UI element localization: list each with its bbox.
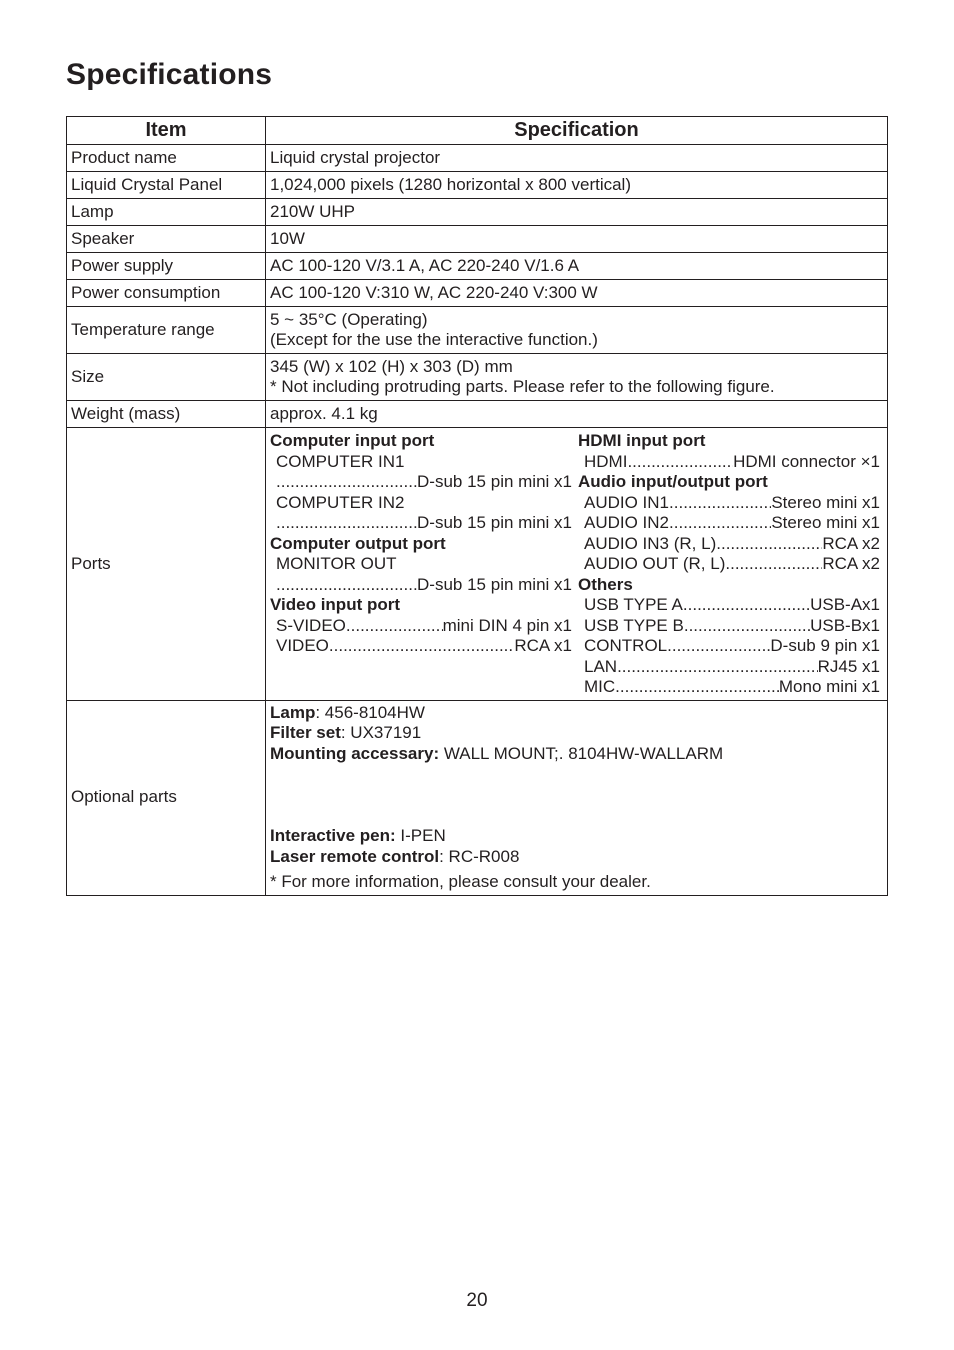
row-item: Weight (mass) <box>67 401 266 428</box>
port-name: S-VIDEO <box>276 615 346 635</box>
port-name: AUDIO IN2 <box>584 513 670 532</box>
port-spec: D-sub 15 pin mini x1 <box>417 472 572 491</box>
port-line <box>578 513 880 534</box>
port-spec: Stereo mini x1 <box>771 492 880 512</box>
optional-label: Filter set <box>270 723 341 742</box>
group-heading: Video input port <box>270 595 401 614</box>
optional-value: : RC-R008 <box>439 846 520 866</box>
port-spec: USB-Bx1 <box>810 615 880 635</box>
port-spec: RCA x1 <box>514 636 572 655</box>
row-item: Lamp <box>67 199 266 226</box>
group-heading: Computer input port <box>270 431 435 450</box>
port-spec: RJ45 x1 <box>817 656 880 676</box>
port-name: AUDIO IN1 <box>584 492 670 512</box>
row-item: Product name <box>67 145 266 172</box>
optional-spec <box>266 700 888 895</box>
row-spec: approx. 4.1 kg <box>266 401 888 428</box>
table-row <box>67 280 888 307</box>
port-name: CONTROL <box>584 636 668 655</box>
header-specification: Specification <box>266 117 888 145</box>
port-spec: D-sub 15 pin mini x1 <box>417 574 572 594</box>
optional-label: Mounting accessary: <box>270 743 440 763</box>
port-spec: D-sub 15 pin mini x1 <box>417 513 572 532</box>
port-line <box>578 493 880 514</box>
optional-filter <box>270 723 883 744</box>
spec-line: (Except for the use the interactive function.) <box>270 330 598 349</box>
port-spec: RCA x2 <box>822 554 880 573</box>
row-item: Optional parts <box>67 700 266 895</box>
port-name: AUDIO OUT (R, L) <box>584 554 726 573</box>
port-spec-line <box>270 472 572 493</box>
port-line <box>578 554 880 575</box>
table-row-optional <box>67 700 888 895</box>
ports-right-column <box>578 431 880 698</box>
port-spec: D-sub 9 pin x1 <box>770 636 880 655</box>
row-spec <box>266 307 888 354</box>
port-spec: Stereo mini x1 <box>771 513 880 532</box>
port-line <box>270 616 572 637</box>
port-line <box>578 677 880 698</box>
port-spec: mini DIN 4 pin x1 <box>442 615 572 635</box>
optional-lamp <box>270 703 883 724</box>
optional-pen <box>270 826 883 847</box>
optional-value: WALL MOUNT;. 8104HW-WALLARM <box>439 743 724 763</box>
port-name: COMPUTER IN2 <box>276 492 405 512</box>
port-spec-line <box>270 575 572 596</box>
group-heading: Computer output port <box>270 533 446 553</box>
table-row <box>67 401 888 428</box>
optional-note: * For more information, please consult your dealer. <box>270 872 651 891</box>
port-line <box>578 657 880 678</box>
row-item: Power supply <box>67 253 266 280</box>
group-heading: Audio input/output port <box>578 472 768 491</box>
port-line <box>578 616 880 637</box>
port-spec: RCA x2 <box>822 533 880 553</box>
row-spec: 10W <box>266 226 888 253</box>
optional-label: Lamp <box>270 702 316 722</box>
row-item: Power consumption <box>67 280 266 307</box>
row-spec: 1,024,000 pixels (1280 horizontal x 800 vertical) <box>266 172 888 199</box>
row-item: Ports <box>67 428 266 701</box>
optional-label: Interactive pen: <box>270 826 396 845</box>
port-line <box>578 534 880 555</box>
port-name: HDMI <box>584 451 628 471</box>
table-row <box>67 253 888 280</box>
port-name: USB TYPE B <box>584 615 684 635</box>
optional-value: I-PEN <box>395 826 446 845</box>
spec-line: * Not including protruding parts. Please refer to the following figure. <box>270 377 775 396</box>
port-name: VIDEO <box>276 636 329 655</box>
row-spec <box>266 354 888 401</box>
table-row <box>67 172 888 199</box>
port-spec: HDMI connector ×1 <box>733 451 880 471</box>
ports-spec <box>266 428 888 701</box>
port-name: USB TYPE A <box>584 595 683 614</box>
row-spec: AC 100-120 V:310 W, AC 220-240 V:300 W <box>266 280 888 307</box>
table-header-row <box>67 117 888 145</box>
table-row <box>67 307 888 354</box>
spec-line: 345 (W) x 102 (H) x 303 (D) mm <box>270 356 513 376</box>
port-line <box>270 636 572 657</box>
port-name: MONITOR OUT <box>276 554 397 573</box>
optional-laser <box>270 847 883 868</box>
table-row <box>67 199 888 226</box>
port-name: LAN <box>584 656 618 676</box>
port-spec: Mono mini x1 <box>778 677 880 696</box>
specifications-table <box>66 116 888 896</box>
port-name: COMPUTER IN1 <box>276 451 405 471</box>
port-line <box>578 595 880 616</box>
spec-line: 5 ~ 35°C (Operating) <box>270 309 428 329</box>
port-name: MIC <box>584 677 616 696</box>
port-spec-line <box>270 513 572 534</box>
optional-label: Laser remote control <box>270 846 440 866</box>
table-row <box>67 354 888 401</box>
port-spec: USB-Ax1 <box>810 595 880 614</box>
header-item: Item <box>67 117 266 145</box>
port-name: AUDIO IN3 (R, L) <box>584 533 717 553</box>
table-row-ports <box>67 428 888 701</box>
page-number: 20 <box>466 1290 488 1311</box>
row-item: Temperature range <box>67 307 266 354</box>
row-spec: 210W UHP <box>266 199 888 226</box>
row-item: Liquid Crystal Panel <box>67 172 266 199</box>
row-item: Speaker <box>67 226 266 253</box>
group-heading: Others <box>578 574 633 594</box>
optional-mount <box>270 744 883 765</box>
optional-value: : 456-8104HW <box>315 702 425 722</box>
group-heading: HDMI input port <box>578 431 706 450</box>
port-line <box>578 636 880 657</box>
row-spec: Liquid crystal projector <box>266 145 888 172</box>
row-item: Size <box>67 354 266 401</box>
row-spec: AC 100-120 V/3.1 A, AC 220-240 V/1.6 A <box>266 253 888 280</box>
table-row <box>67 145 888 172</box>
optional-value: : UX37191 <box>340 723 422 742</box>
ports-left-column <box>270 431 572 698</box>
table-row <box>67 226 888 253</box>
page-title: Specifications <box>66 58 273 91</box>
port-line <box>578 452 880 473</box>
